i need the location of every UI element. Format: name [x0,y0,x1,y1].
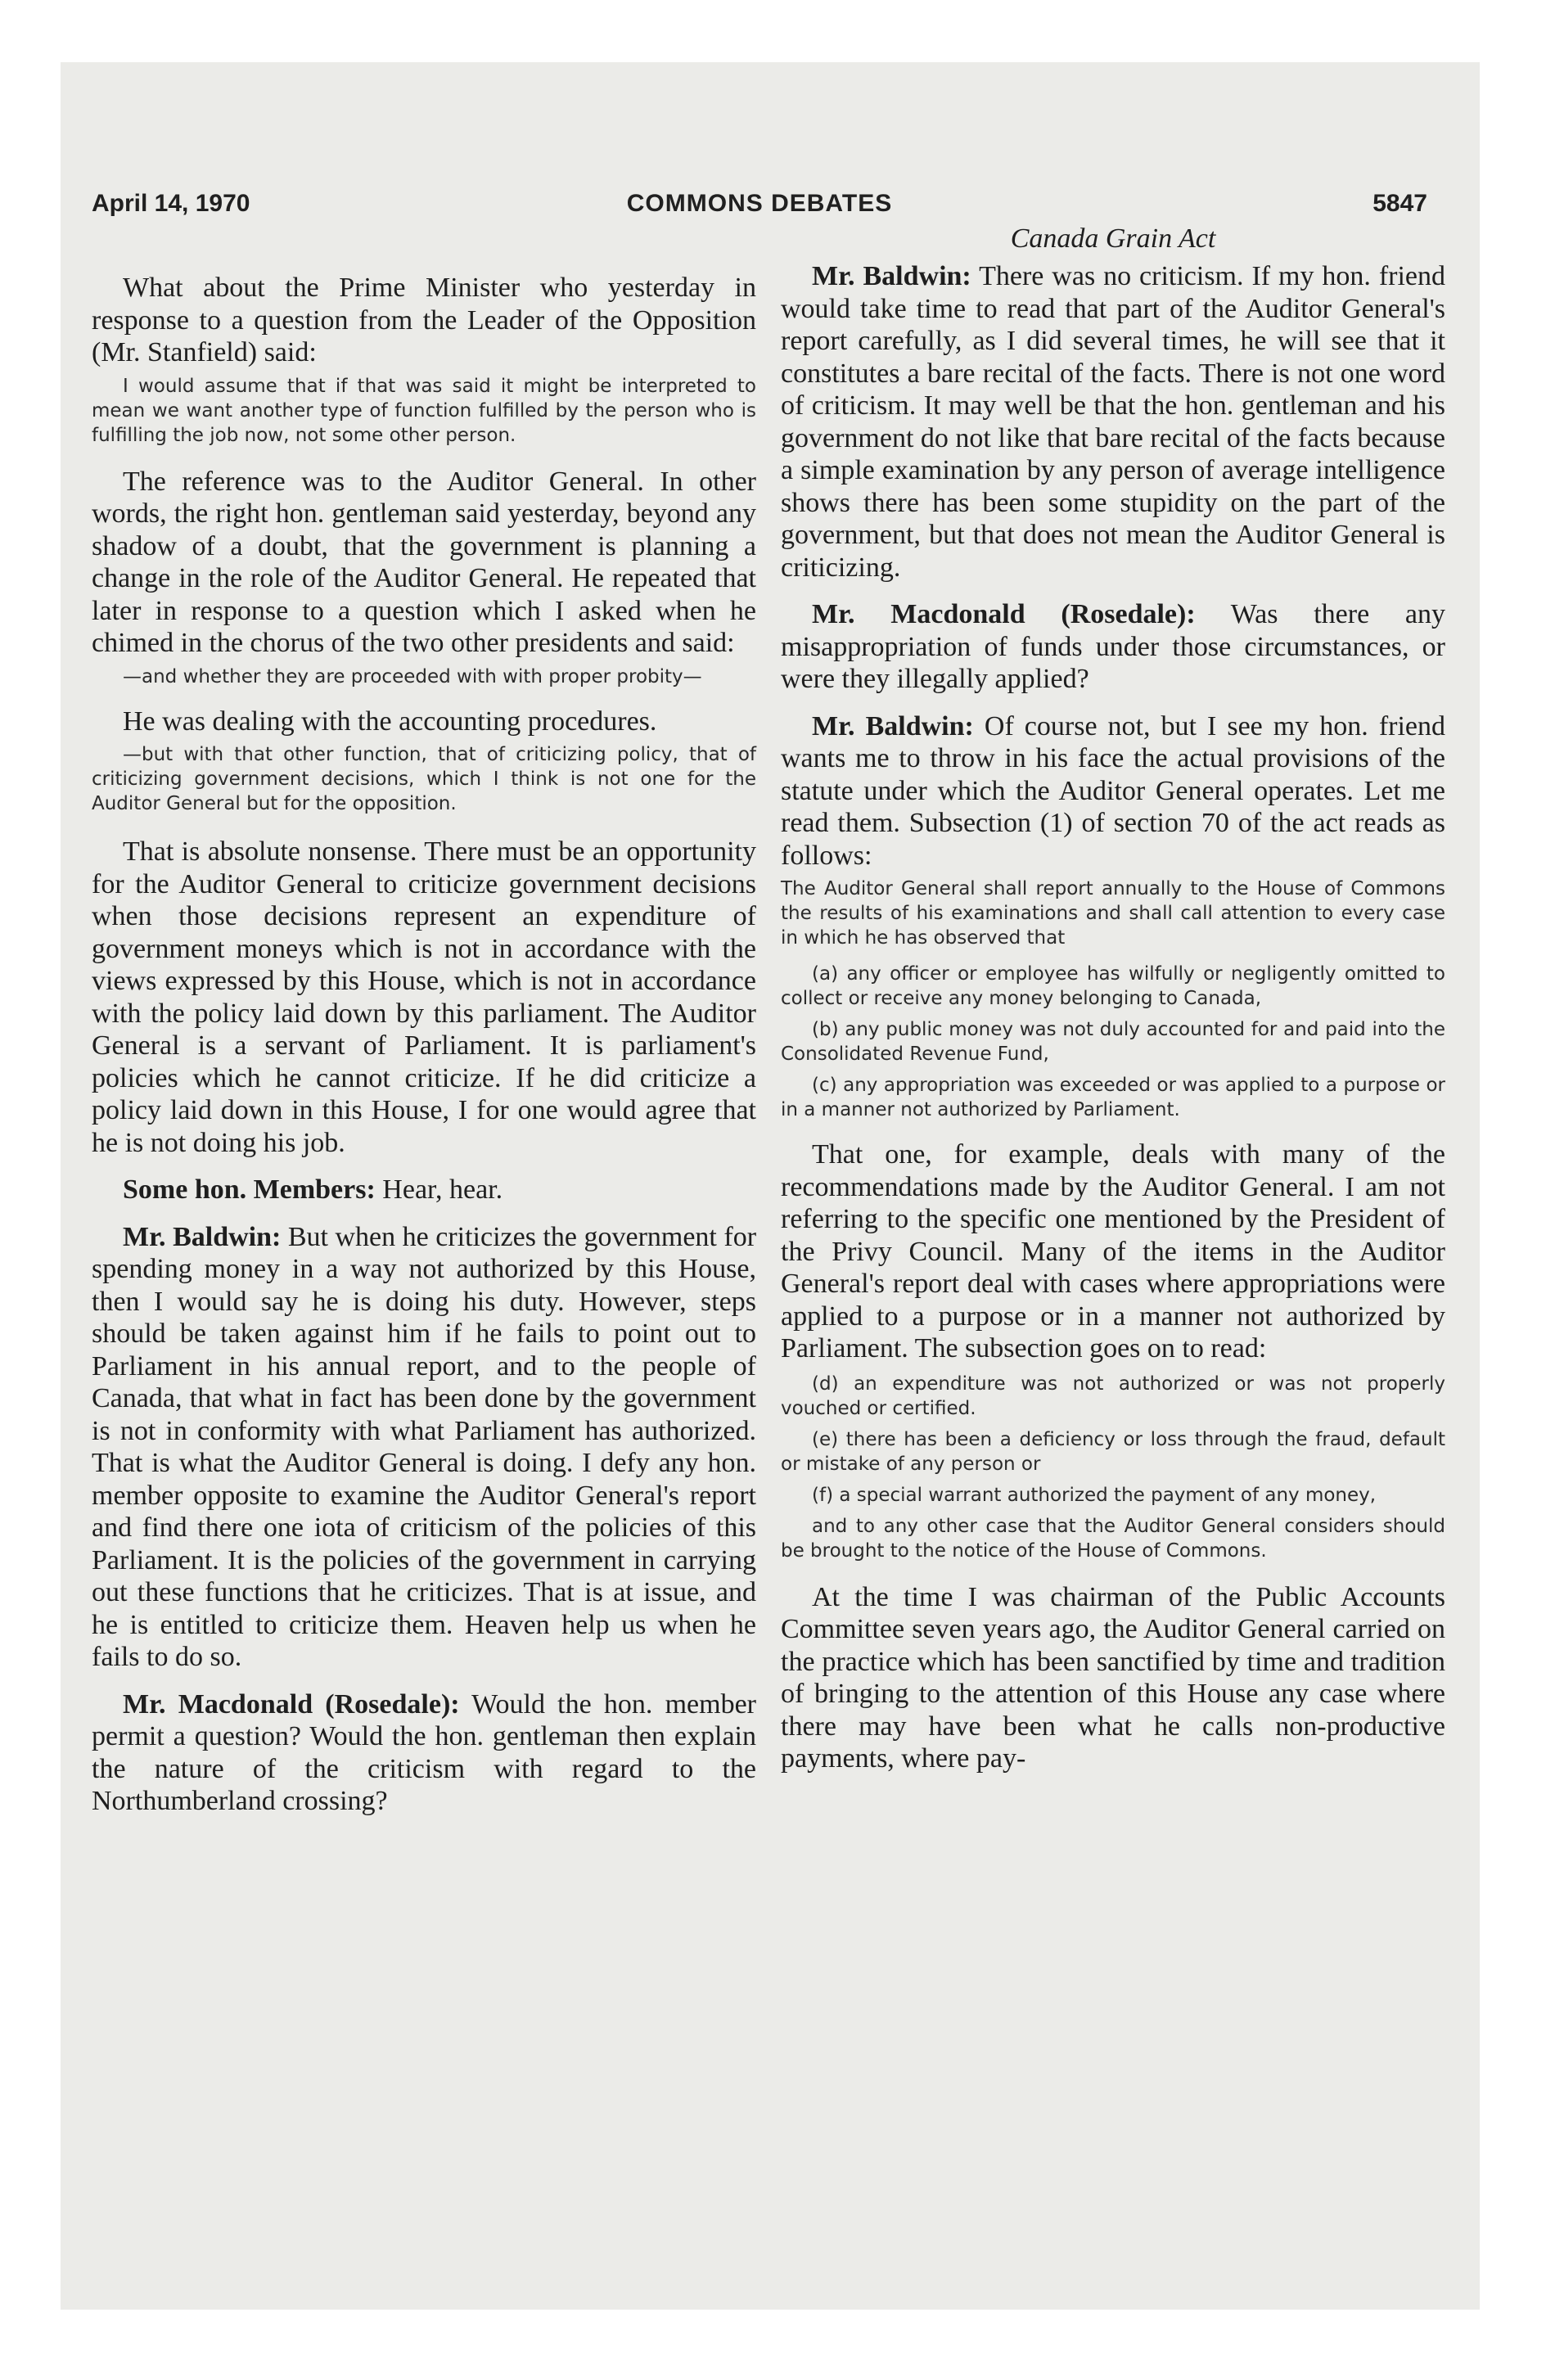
header-title: COMMONS DEBATES [626,190,893,217]
running-head: Canada Grain Act [1010,223,1216,254]
speaker-name: Mr. Baldwin: [812,261,971,291]
statute-clause: (e) there has been a deficiency or loss through the fraud, default or mistake of any person or [781,1428,1445,1475]
statute-clause: (d) an expenditure was not authorized or was not properly vouched or certified. [781,1373,1445,1419]
paragraph: That one, for example, deals with many of the recommendations made by the Auditor General. I am not referring to the specific one mentioned by the President of the Privy Council. Many of the items in the Auditor General's report deal with cases where appropriations were applied to a purpose or in a manner not authorized by Parliament. The subsection goes on to read: [781,1139,1445,1364]
paragraph [92,1174,756,1206]
paragraph: At the time I was chairman of the Public Accounts Committee seven years ago, the Auditor General carried on the practice which has been sanctified by time and tradition of bringing to the attention of this House any case where there may have been what he calls non-productive payments, where pay- [781,1581,1445,1774]
speech-text: Was there any misappropriation of funds under those circumstances, or were they illegally applied? [781,599,1445,694]
block-quote: The Auditor General shall report annually to the House of Commons the results of his examinations and shall call attention to every case in which he has observed that [781,878,1445,949]
statute-clause: (b) any public money was not duly accounted for and paid into the Consolidated Revenue Fund, [781,1019,1445,1065]
speaker-name: Mr. Macdonald (Rosedale): [812,599,1196,629]
speaker-name: Mr. Macdonald (Rosedale): [123,1688,460,1720]
paragraph [92,1688,756,1818]
speech-text: There was no criticism. If my hon. friend would take time to read that part of the Auditor General's report carefully, as I did several times, he will see that it constitutes a bare recital of the facts. There is not one word of criticism. It may well be that the hon. gentleman and his government do not like that bare recital of the facts because a simple examination by any person of average intelligence shows there has been some stupidity on the part of the government, but that does not mean the Auditor General is criticizing. [781,261,1446,583]
paragraph: What about the Prime Minister who yesterday in response to a question from the Leader of the Opposition (Mr. Stanfield) said: [92,273,756,367]
paragraph: He was dealing with the accounting procedures. [123,705,657,737]
page-header [92,190,1427,223]
block-quote: —but with that other function, that of criticizing policy, that of criticizing government decisions, which I think is not one for the Auditor General but for the opposition. [92,744,756,814]
paragraph: The reference was to the Auditor General. In other words, the right hon. gentleman said yesterday, beyond any shadow of a doubt, that the government is planning a change in the role of the Auditor General. He repeated that later in response to a question which I asked when he chimed in the chorus of the two other presidents and said: [92,466,756,658]
paragraph: That is absolute nonsense. There must be an opportunity for the Auditor General to criticize government decisions when those decisions represent an expenditure of government moneys which is not in accordance with the views expressed by this House, which is not in accordance with the policy laid down by this parliament. The Auditor General is a servant of Parliament. It is parliament's policies which he cannot criticize. If he did criticize a policy laid down in this House, I for one would agree that he is not doing his job. [92,836,756,1158]
paragraph [781,260,1445,584]
block-quote: I would assume that if that was said it might be interpreted to mean we want another type of function fulfilled by the person who is fulfilling the job now, not some other person. [92,375,756,446]
speaker-name: Mr. Baldwin: [123,1221,282,1252]
block-quote: —and whether they are proceeded with with proper probity— [123,665,702,687]
speaker-name: Mr. Baldwin: [812,710,974,741]
statute-clause: (a) any officer or employee has wilfully or negligently omitted to collect or receive any money belonging to Canada, [781,963,1445,1009]
header-page-number: 5847 [1372,190,1427,217]
paragraph [781,598,1445,696]
speech-text: Of course not, but I see my hon. friend wants me to throw in his face the actual provisions of the statute under which the Auditor General operates. Let me read them. Subsection (1) of section 70 of the act reads as follows: [781,710,1445,871]
statute-clause: and to any other case that the Auditor General considers should be brought to the notice of the House of Commons. [781,1515,1445,1562]
right-column [781,223,1445,1775]
speech-text: Would the hon. member permit a question? Would the hon. gentleman then explain the nature of the criticism with regard to the Northumberland crossing? [92,1688,756,1816]
speech-text: But when he criticizes the government for spending money in a way not authorized by this House, then I would say he is doing his duty. However, steps should be taken against him if he fails to point out to Parliament in his annual report, and to the people of Canada, that what in fact has been done by the government is not in conformity with what Parliament has authorized. That is what the Auditor General is doing. I defy any hon. member opposite to examine the Auditor General's report and find there one iota of criticism of the policies of this Parliament. It is the policies of the government in carrying out these functions that he criticizes. That is at issue, and he is entitled to criticize them. Heaven help us when he fails to do so. [92,1221,757,1672]
left-column [92,223,756,1818]
header-date: April 14, 1970 [92,190,250,217]
speaker-name: Some hon. Members: [123,1174,376,1205]
statute-clause: (c) any appropriation was exceeded or was applied to a purpose or in a manner not authorized by Parliament. [781,1075,1445,1120]
paragraph [92,1221,756,1674]
statute-clause: (f) a special warrant authorized the payment of any money, [812,1484,1377,1506]
paragraph [781,710,1445,872]
speech-text: Hear, hear. [382,1174,503,1205]
